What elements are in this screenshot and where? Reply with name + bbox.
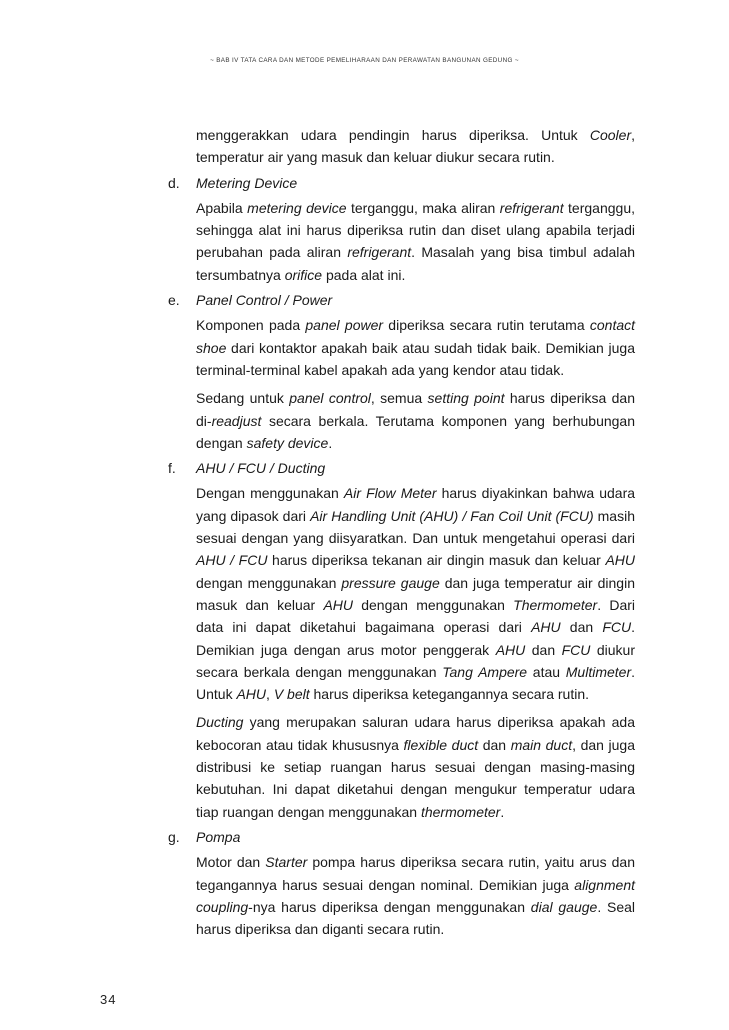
page-body	[168, 124, 635, 940]
text-run: . Dari data ini dapat diketahui bagaimana operasi dari	[196, 596, 635, 636]
italic-term: Cooler	[589, 127, 632, 143]
section-body	[168, 851, 635, 940]
text-run: Motor dan	[196, 854, 266, 871]
list-marker: g.	[168, 828, 180, 845]
text-run: harus diyakinkan bahwa udara yang dipasok dari	[196, 485, 636, 524]
section-title: AHU / FCU / Ducting	[196, 460, 326, 477]
text-run: pada alat ini.	[322, 266, 406, 283]
text-run: pompa harus diperiksa secara rutin, yaitu arus dan tegangannya harus sesuai dengan nominal. Demikian juga	[196, 854, 635, 893]
text-run: -nya harus diperiksa dengan menggunakan	[248, 898, 531, 915]
section-heading	[168, 289, 635, 311]
list-marker: f.	[168, 460, 176, 477]
text-run: . Untuk	[196, 663, 636, 703]
section-heading	[168, 826, 635, 848]
italic-term: readjust	[211, 412, 262, 429]
italic-term: alignment coupling	[196, 876, 635, 915]
page-number: 34	[100, 992, 117, 1007]
body-paragraph	[196, 197, 635, 286]
text-run: dan	[560, 619, 603, 636]
italic-term: AHU	[236, 686, 267, 703]
text-run: , dan juga distribusi ke setiap ruangan harus sesuai dengan masing-masing kebutuhan. Ini dapat diketahui dengan mengukur temperatur udara tiap ruangan dengan menggunakan	[196, 736, 635, 820]
italic-term: AHU	[531, 619, 561, 636]
list-marker: d.	[168, 174, 180, 191]
text-run: yang merupakan saluran udara harus diperiksa apakah ada kebocoran atau tidak khususnya	[196, 714, 635, 753]
section-title: Metering Device	[196, 174, 298, 191]
italic-term: flexible duct	[403, 736, 479, 753]
section-title: Pompa	[196, 828, 241, 845]
text-run: diperiksa secara rutin terutama	[383, 317, 590, 334]
section-body	[168, 482, 635, 822]
text-run: secara berkala. Terutama komponen yang berhubungan dengan	[196, 412, 635, 451]
italic-term: Multimeter	[565, 663, 632, 680]
body-paragraph	[196, 314, 635, 381]
italic-term: contact shoe	[196, 317, 636, 356]
italic-term: main duct	[510, 736, 573, 753]
text-run: atau	[527, 663, 566, 680]
body-paragraph	[196, 482, 635, 705]
text-run: . Masalah yang bisa timbul adalah tersumbatnya	[196, 244, 635, 283]
text-run: dengan menggunakan	[196, 574, 342, 591]
italic-term: safety device	[246, 434, 329, 451]
text-run: Sedang untuk	[196, 390, 290, 407]
italic-term: orifice	[284, 266, 323, 283]
text-run: diukur secara berkala dengan menggunakan	[196, 641, 635, 680]
text-run: Apabila	[196, 199, 248, 216]
italic-term: V belt	[273, 686, 310, 703]
intro-paragraph	[196, 124, 635, 169]
italic-term: Air Handling Unit (AHU) / Fan Coil Unit (FCU)	[310, 507, 594, 524]
body-paragraph	[196, 711, 635, 822]
text-run: dan juga temperatur air dingin masuk dan keluar	[196, 574, 635, 613]
text-run: Komponen pada	[196, 317, 306, 334]
text-run: dengan menggunakan	[353, 596, 514, 613]
section-body	[168, 314, 635, 454]
italic-term: setting point	[427, 390, 505, 407]
italic-term: AHU / FCU	[196, 552, 268, 569]
italic-term: Ducting	[196, 714, 244, 731]
text-run: ,	[266, 686, 274, 703]
italic-term: Air Flow Meter	[343, 485, 437, 502]
italic-term: FCU	[561, 641, 591, 658]
text-run: dari kontaktor apakah baik atau sudah tidak baik. Demikian juga terminal-terminal kabel apakah ada yang kendor atau tidak.	[196, 339, 635, 378]
body-paragraph	[196, 851, 635, 940]
text-run: .	[328, 434, 333, 451]
section-heading	[168, 172, 635, 194]
text-run: , semua	[370, 390, 428, 407]
text-run: harus diperiksa ketegangannya secara rutin.	[309, 686, 590, 703]
italic-term: panel power	[305, 317, 384, 334]
running-header: ~ BAB IV TATA CARA DAN METODE PEMELIHARAAN DAN PERAWATAN BANGUNAN GEDUNG ~	[210, 57, 519, 64]
section-heading	[168, 457, 635, 479]
italic-term: refrigerant	[347, 244, 412, 261]
italic-term: refrigerant	[499, 199, 564, 216]
section-title: Panel Control / Power	[196, 292, 333, 309]
italic-term: metering device	[247, 199, 347, 216]
text-run: masih sesuai dengan yang diisyaratkan. Dan untuk mengetahui operasi dari	[196, 507, 635, 547]
italic-term: dial gauge	[530, 898, 598, 915]
text-run: menggerakkan udara pendingin harus diperiksa. Untuk	[196, 127, 590, 143]
text-run: .	[500, 803, 505, 820]
italic-term: Thermometer	[513, 596, 598, 613]
italic-term: thermometer	[420, 803, 501, 820]
text-run: terganggu, maka aliran	[346, 199, 500, 216]
italic-term: AHU	[605, 552, 635, 569]
italic-term: AHU	[323, 596, 353, 613]
text-run: dan	[525, 641, 562, 658]
text-run: terganggu, sehingga alat ini harus diperiksa rutin dan diset ulang apabila terjadi perubahan pada aliran	[196, 199, 635, 261]
text-run: . Demikian juga dengan arus motor penggerak	[196, 619, 635, 658]
text-run: , temperatur air yang masuk dan keluar diukur secara rutin.	[196, 127, 635, 166]
italic-term: Starter	[265, 854, 308, 871]
section-body	[168, 197, 635, 286]
italic-term: Tang Ampere	[442, 663, 528, 680]
italic-term: pressure gauge	[341, 574, 440, 591]
list-marker: e.	[168, 292, 180, 309]
body-paragraph	[196, 387, 635, 454]
section-list	[168, 172, 635, 941]
italic-term: AHU	[495, 641, 526, 658]
italic-term: panel control	[289, 390, 371, 407]
text-run: . Seal harus diperiksa dan diganti secara rutin.	[196, 898, 636, 938]
italic-term: FCU	[602, 619, 632, 636]
text-run: Dengan menggunakan	[196, 485, 344, 502]
text-run: dan	[478, 736, 511, 753]
text-run: harus diperiksa dan di-	[196, 390, 635, 429]
text-run: harus diperiksa tekanan air dingin masuk dan keluar	[267, 552, 606, 569]
